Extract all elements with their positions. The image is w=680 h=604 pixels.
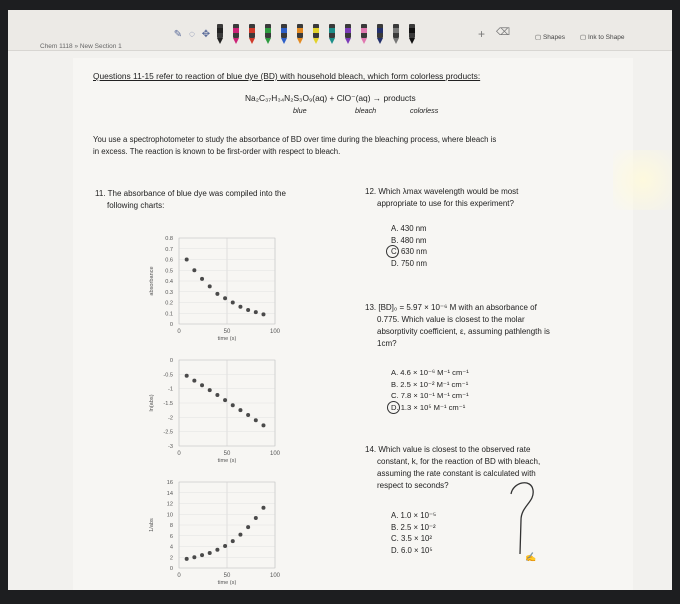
q14-option-b[interactable]: B. 2.5 × 10⁻² xyxy=(391,522,436,532)
data-point xyxy=(200,383,204,387)
data-point xyxy=(238,408,242,412)
x-tick-label: 0 xyxy=(177,451,181,457)
y-tick-label: 0 xyxy=(169,322,173,328)
ink-to-shape-label: Ink to Shape xyxy=(587,34,625,41)
shapes-button[interactable]: ▢ Shapes xyxy=(535,34,565,41)
onenote-window xyxy=(8,10,672,590)
q11-line2: following charts: xyxy=(107,201,165,210)
q14-option-c[interactable]: C. 3.5 × 10² xyxy=(391,534,432,543)
q12-line2: appropriate to use for this experiment? xyxy=(377,199,514,208)
ink-to-text-icon[interactable]: ✎ xyxy=(173,29,183,40)
data-point xyxy=(185,258,189,262)
data-point xyxy=(185,374,189,378)
q12-option-b[interactable]: B. 480 nm xyxy=(391,235,427,245)
data-point xyxy=(254,418,258,422)
y-tick-label: 8 xyxy=(169,523,173,529)
q13-answer-circle xyxy=(387,401,400,414)
pan-icon[interactable]: ✥ xyxy=(201,29,211,40)
q13-options xyxy=(391,367,469,413)
pen-orange-icon[interactable] xyxy=(293,24,307,46)
data-point xyxy=(261,423,265,427)
q11-line1: 11. The absorbance of blue dye was compiled into the xyxy=(95,189,286,198)
label-bleach: bleach xyxy=(355,106,377,115)
data-point xyxy=(223,544,227,548)
q12-answer-circle xyxy=(386,245,399,258)
q13-line4: 1cm? xyxy=(377,339,397,348)
q13-option-d[interactable]: D. 1.3 × 10⁵ M⁻¹ cm⁻¹ xyxy=(391,402,466,412)
pen-green-icon[interactable] xyxy=(261,24,275,46)
intro-paragraph-line2: in excess. The reaction is known to be first-order with respect to bleach. xyxy=(93,147,341,156)
pen-cursor-icon: ✍ xyxy=(525,552,537,562)
q14-option-d[interactable]: D. 6.0 × 10⁵ xyxy=(391,545,433,555)
data-point xyxy=(200,553,204,557)
x-tick-label: 50 xyxy=(223,329,231,335)
y-tick-label: -0.5 xyxy=(163,372,173,379)
pen-navy-icon[interactable] xyxy=(373,24,387,46)
chart-ln-abs xyxy=(145,352,295,464)
x-tick-label: 50 xyxy=(223,451,231,457)
q14-options xyxy=(391,510,436,556)
data-point xyxy=(261,506,265,510)
data-point xyxy=(192,268,196,272)
pen-gray-icon[interactable] xyxy=(389,24,403,46)
pen-dark-icon[interactable] xyxy=(405,24,419,46)
pen-teal-icon[interactable] xyxy=(325,24,339,46)
y-tick-label: 2 xyxy=(169,555,173,562)
q12-option-a[interactable]: A. 430 nm xyxy=(391,224,427,233)
toolbar xyxy=(8,10,672,51)
shapes-label: Shapes xyxy=(542,34,565,41)
x-tick-label: 0 xyxy=(177,573,181,579)
y-tick-label: 10 xyxy=(166,512,173,519)
data-point xyxy=(246,308,250,312)
q13-option-c[interactable]: C. 7.8 × 10⁻¹ M⁻¹ cm⁻¹ xyxy=(391,391,469,400)
add-pen-button[interactable]: + xyxy=(478,27,486,41)
y-tick-label: 0.7 xyxy=(165,246,173,253)
data-point xyxy=(231,301,235,305)
data-point xyxy=(231,403,235,407)
label-blue: blue xyxy=(293,106,307,115)
y-tick-label: -2 xyxy=(168,415,173,422)
label-colorless: colorless xyxy=(410,106,439,115)
x-tick-label: 100 xyxy=(269,329,281,335)
chart-inverse-abs xyxy=(145,474,295,586)
y-tick-label: -1.5 xyxy=(163,401,173,407)
y-tick-label: -1 xyxy=(168,386,173,393)
data-point xyxy=(208,388,212,392)
data-point xyxy=(192,555,196,559)
data-point xyxy=(254,516,258,520)
chart-absorbance xyxy=(145,230,295,342)
pen-blue-icon[interactable] xyxy=(277,24,291,46)
screen-glare xyxy=(613,150,672,210)
data-point xyxy=(200,277,204,281)
pen-pink-icon[interactable] xyxy=(357,24,371,46)
note-page[interactable] xyxy=(73,58,633,590)
y-tick-label: 0.3 xyxy=(165,289,173,296)
x-tick-label: 50 xyxy=(223,573,231,579)
breadcrumb[interactable]: Chem 1118 » New Section 1 xyxy=(40,43,122,50)
x-tick-label: 100 xyxy=(269,451,281,457)
y-axis-label: ln(abs) xyxy=(149,394,155,412)
x-axis-label: time (s) xyxy=(217,580,237,586)
q12-line1: 12. Which λmax wavelength would be most xyxy=(365,187,519,196)
pen-red-icon[interactable] xyxy=(245,24,259,46)
q14-line4: respect to seconds? xyxy=(377,481,449,490)
y-tick-label: 0.2 xyxy=(165,300,173,307)
data-point xyxy=(215,292,219,296)
y-tick-label: 0 xyxy=(169,358,173,364)
data-point xyxy=(215,548,219,552)
x-axis-label: time (s) xyxy=(217,336,237,342)
y-tick-label: -3 xyxy=(168,444,173,450)
intro-heading: Questions 11-15 refer to reaction of blue dye (BD) with household bleach, which form colorless products: xyxy=(93,71,481,81)
q14-line1: 14. Which value is closest to the observed rate xyxy=(365,445,531,454)
data-point xyxy=(215,393,219,397)
q14-option-a[interactable]: A. 1.0 × 10⁻⁵ xyxy=(391,511,437,520)
lasso-select-icon[interactable]: ◌ xyxy=(189,29,195,40)
intro-paragraph-line1: You use a spectrophotometer to study the absorbance of BD over time during the bleaching process, where bleach is xyxy=(93,135,497,144)
data-point xyxy=(238,533,242,537)
y-axis-label: absorbance xyxy=(149,266,155,296)
q13-line2: 0.775. Which value is closest to the molar xyxy=(377,315,525,324)
data-point xyxy=(185,557,189,561)
q13-line3: absorptivity coefficient, ε, assuming pathlength is xyxy=(377,327,550,336)
y-tick-label: 6 xyxy=(169,533,173,540)
data-point xyxy=(223,398,227,402)
eraser-icon[interactable]: ⌫ xyxy=(496,27,511,38)
pen-magenta-icon[interactable] xyxy=(229,24,243,46)
x-tick-label: 0 xyxy=(177,329,181,335)
y-tick-label: 16 xyxy=(166,480,173,486)
data-point xyxy=(231,539,235,543)
y-tick-label: 0 xyxy=(169,566,173,572)
data-point xyxy=(208,551,212,555)
y-tick-label: 14 xyxy=(166,490,173,497)
y-tick-label: 0.1 xyxy=(165,311,173,318)
data-point xyxy=(238,305,242,309)
data-point xyxy=(192,379,196,383)
data-point xyxy=(261,312,265,316)
pen-gallery xyxy=(171,24,421,46)
ink-to-shape-button[interactable]: ▢ Ink to Shape xyxy=(580,34,625,41)
data-point xyxy=(254,310,258,314)
data-point xyxy=(223,296,227,300)
y-tick-label: 12 xyxy=(166,501,173,508)
y-tick-label: 0.8 xyxy=(165,236,173,242)
y-tick-label: 0.4 xyxy=(165,279,173,285)
y-axis-label: 1/abs xyxy=(149,518,155,532)
q12-option-d[interactable]: D. 750 nm xyxy=(391,258,427,268)
q13-line1: 13. [BD]₀ = 5.97 × 10⁻⁶ M with an absorbance of xyxy=(365,303,537,312)
y-tick-label: 0.5 xyxy=(165,268,173,275)
q14-line3: assuming the rate constant is calculated with xyxy=(377,469,536,478)
y-tick-label: -2.5 xyxy=(163,429,173,436)
q13-option-b[interactable]: B. 2.5 × 10⁻² M⁻¹ cm⁻¹ xyxy=(391,379,469,389)
y-tick-label: 4 xyxy=(169,544,173,551)
reaction-equation: Na₂C₃₇H₃₄N₂S₃O₉(aq) + ClO⁻(aq) → products xyxy=(245,93,416,103)
pen-black-icon[interactable] xyxy=(213,24,227,46)
q12-option-c[interactable]: C. 630 nm xyxy=(391,247,427,256)
x-axis-label: time (s) xyxy=(217,458,237,464)
data-point xyxy=(246,525,250,529)
q14-line2: constant, k, for the reaction of BD with bleach, xyxy=(377,457,541,466)
y-tick-label: 0.6 xyxy=(165,257,173,264)
data-point xyxy=(208,284,212,288)
data-point xyxy=(246,413,250,417)
x-tick-label: 100 xyxy=(269,573,281,579)
q13-option-a[interactable]: A. 4.6 × 10⁻⁶ M⁻¹ cm⁻¹ xyxy=(391,368,469,377)
pen-purple-icon[interactable] xyxy=(341,24,355,46)
pen-yellow-icon[interactable] xyxy=(309,24,323,46)
